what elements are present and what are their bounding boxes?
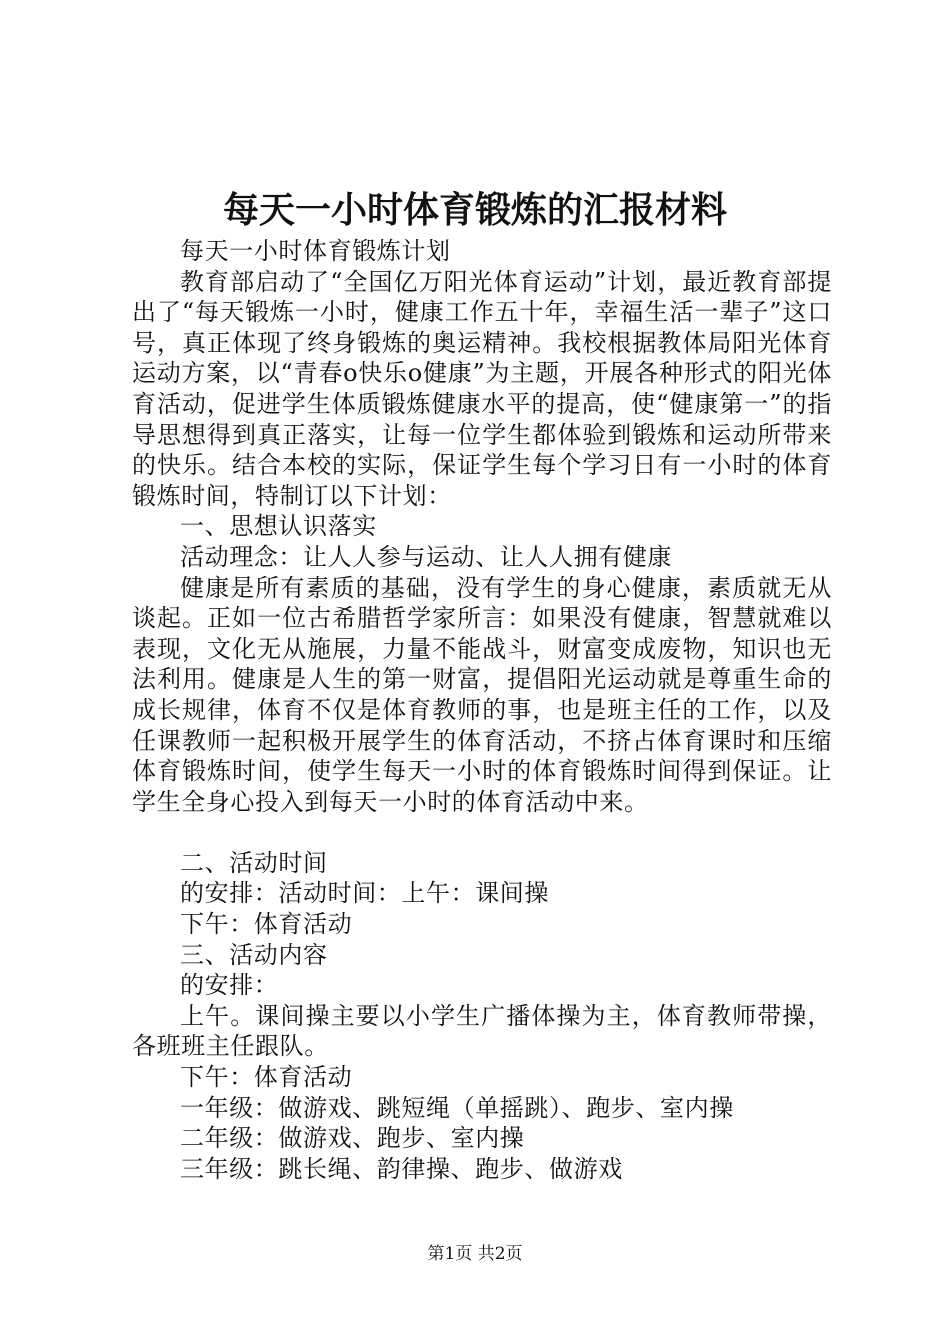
section-heading-1: 一、思想认识落实 [180, 512, 377, 541]
section-heading-2: 二、活动时间 [180, 848, 328, 877]
paragraph-activity-concept: 活动理念：让人人参与运动、让人人拥有健康 [180, 542, 672, 571]
list-item-grade-2: 二年级：做游戏、跑步、室内操 [180, 1124, 525, 1153]
paragraph-spacer [132, 817, 832, 848]
paragraph-health: 健康是所有素质的基础，没有学生的身心健康，素质就无从谈起。正如一位古希腊哲学家所言：如果没有健康，智慧就难以表现，文化无从施展，力量不能战斗，财富变成废物，知识也无法利用。健康是人生的第一财富，提倡阳光运动就是尊重生命的成长规律，体育不仅是体育教师的事，也是班主任的工作，以及任课教师一起积极开展学生的体育活动，不挤占体育课时和压缩体育锻炼时间，使学生每天一小时的体育锻炼时间得到保证。让学生全身心投入到每天一小时的体育活动中来。 [132, 573, 832, 816]
paragraph-plan-heading: 每天一小时体育锻炼计划 [180, 237, 451, 265]
paragraph-schedule-morning: 的安排：活动时间：上午：课间操 [180, 879, 549, 908]
paragraph-afternoon-activity: 下午：体育活动 [180, 1063, 353, 1092]
list-item-grade-3: 三年级：跳长绳、韵律操、跑步、做游戏 [180, 1154, 623, 1183]
paragraph-morning-exercise: 上午。课间操主要以小学生广播体操为主，体育教师带操，各班班主任跟队。 [132, 1001, 832, 1061]
paragraph-arrangement: 的安排： [180, 971, 279, 1000]
section-heading-3: 三、活动内容 [180, 940, 328, 969]
page-footer: 第1页 共2页 [427, 1244, 523, 1264]
document-title: 每天一小时体育锻炼的汇报材料 [222, 189, 727, 231]
paragraph-intro: 教育部启动了“全国亿万阳光体育运动”计划，最近教育部提出了“每天锻炼一小时，健康工作五十年，幸福生活一辈子”这口号，真正体现了终身锻炼的奥运精神。我校根据教体局阳光体育运动方案，以“青春ο快乐ο健康”为主题，开展各种形式的阳光体育活动，促进学生体质锻炼健康水平的提高，使“健康第一”的指导思想得到真正落实，让每一位学生都体验到锻炼和运动所带来的快乐。结合本校的实际，保证学生每个学习日有一小时的体育锻炼时间，特制订以下计划： [132, 267, 832, 510]
document-body [132, 236, 832, 1184]
list-item-grade-1: 一年级：做游戏、跳短绳（单摇跳）、跑步、室内操 [180, 1093, 734, 1122]
paragraph-schedule-afternoon: 下午：体育活动 [180, 910, 353, 939]
